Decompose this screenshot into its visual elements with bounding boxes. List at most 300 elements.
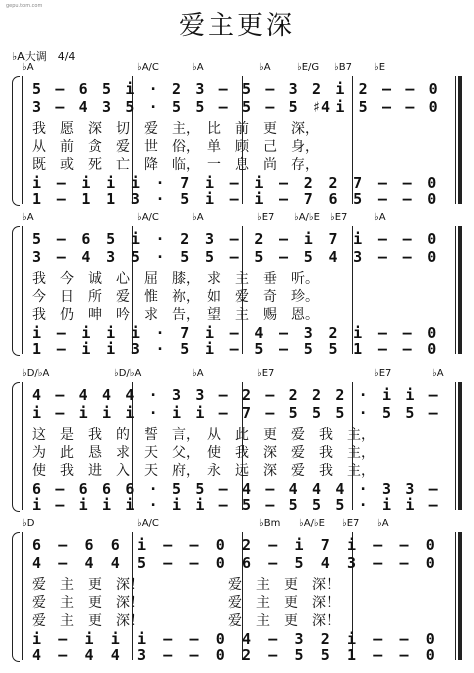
note: – [265,496,275,514]
note: – [163,554,173,572]
note: – [279,248,289,266]
note: 3 [204,230,214,248]
lyric-text: 既 或 死 亡 降 临， 一 息 尚 存， [32,157,319,173]
note: – [377,248,387,266]
note: 6 [78,80,88,98]
note: i [195,404,205,422]
page-title: 爱主更深 [178,11,295,41]
note: 5 [254,248,264,266]
lyric-line [32,460,452,479]
note: 3 [130,340,140,358]
note: 5 [382,404,392,422]
note: 1 [32,190,42,208]
note: 5 [195,480,205,498]
note: – [56,230,66,248]
note: 3 [294,630,304,648]
note: 2 [180,230,190,248]
final-barline-thin [455,76,456,204]
note: 4 [320,554,330,572]
chord-symbol: ♭A [22,62,34,73]
note: – [56,190,66,208]
lyric-text: 爱 主 更 深！ 爱 主 更 深！ [32,595,340,611]
note: 4 [335,480,345,498]
system-1 [12,62,462,208]
note: i [137,536,147,554]
note: – [405,98,415,116]
note: i [172,404,182,422]
note: 2 [312,386,322,404]
note: 5 [242,496,252,514]
note: 2 [335,386,345,404]
system-brace [12,76,20,206]
note: 3 [106,248,116,266]
note: – [189,630,199,648]
chord-symbol: ♭D/♭A [114,368,142,379]
note: – [58,646,68,664]
note: 5 [130,248,140,266]
note: i [130,324,140,342]
note: – [265,80,275,98]
note: i [32,630,42,648]
note: – [402,324,412,342]
note: – [402,190,412,208]
note: i [405,496,415,514]
chord-symbol: ♭A/C [137,212,159,223]
note: – [218,496,228,514]
note: 4 [125,386,135,404]
note: – [382,98,392,116]
note: – [377,190,387,208]
chord-symbol: ♭A [259,62,271,73]
note: – [163,630,173,648]
note: 5 [32,230,42,248]
note: 4 [81,248,91,266]
lyric-text: 爱 主 更 深！ 爱 主 更 深！ [32,577,340,593]
note: 0 [215,646,225,664]
note: 5 [242,80,252,98]
note: – [229,190,239,208]
upper-staff-line [32,386,452,402]
note: 1 [347,646,357,664]
note: i [353,230,363,248]
note: 4 [110,554,120,572]
note: 2 [303,174,313,192]
note: – [163,536,173,554]
note: 5 [242,98,252,116]
note: 5 [172,98,182,116]
chord-symbol: ♭E [374,62,386,73]
note: · [358,496,368,514]
lyric-line [32,442,452,461]
note: – [58,630,68,648]
note: 4 [32,646,42,664]
note: 5 [180,190,190,208]
note: i [382,386,392,404]
note: – [268,536,278,554]
lyric-line [32,154,452,173]
note: 5 [303,340,313,358]
note: 7 [180,174,190,192]
note: – [373,536,383,554]
note: – [229,324,239,342]
upper-staff-line [32,230,452,246]
system-brace [12,382,20,512]
note: i [204,174,214,192]
system-start-line [22,76,23,204]
note: 4 [32,386,42,404]
note: 5 [294,646,304,664]
lower-staff-line [32,496,452,512]
note: i [254,174,264,192]
note: – [279,174,289,192]
lower-staff-line [32,174,452,190]
note: · [148,404,158,422]
note: 5 [358,98,368,116]
final-barline-thin [455,226,456,354]
note: – [279,340,289,358]
note: 0 [428,80,438,98]
lyric-text: 我 愿 深 切 爱 主， 比 前 更 深， [32,121,319,137]
lower-staff-line [32,646,452,662]
upper-staff-line [32,80,452,96]
chord-symbol: ♭E7 [257,212,275,223]
note: – [402,230,412,248]
chord-symbol: ♭E7 [330,212,348,223]
note: 5 [195,98,205,116]
note: 5 [288,404,298,422]
chord-symbol: ♭A [374,212,386,223]
note: i [81,324,91,342]
lyric-line [32,136,452,155]
note: 3 [347,554,357,572]
lyric-text: 我 仍 呻 吟 求 告， 望 主 赐 恩。 [32,307,319,323]
note: 5 [312,404,322,422]
key-signature: ♭A大调 4/4 [12,50,76,63]
note: 5 [32,80,42,98]
note: – [58,554,68,572]
note: 5 [405,404,415,422]
note: i [84,630,94,648]
chord-symbol: ♭D/♭A [22,368,50,379]
note: i [335,98,345,116]
note: 6 [32,536,42,554]
note: 3 [32,248,42,266]
note: 4 [32,554,42,572]
lower-staff-line [32,630,452,646]
note: 5 [137,554,147,572]
note: – [279,190,289,208]
note: i [32,404,42,422]
note: 0 [427,230,437,248]
note: i [335,80,345,98]
note: 7 [353,174,363,192]
note: · [155,324,165,342]
note: 7 [320,536,330,554]
note: 6 [78,480,88,498]
note: i [382,496,392,514]
note: · [155,174,165,192]
note: 1 [81,190,91,208]
lower-staff-line [32,340,452,356]
note: – [58,536,68,554]
note: – [428,496,438,514]
note: – [377,340,387,358]
note: i [106,174,116,192]
note: – [373,630,383,648]
note: – [428,480,438,498]
chord-symbol: ♭A [192,368,204,379]
note: i [347,630,357,648]
note: 4 [242,480,252,498]
note: 3 [195,386,205,404]
note: i [130,230,140,248]
note: 6 [81,230,91,248]
note: 2 [172,80,182,98]
lower-staff-line [32,480,452,496]
note: 0 [427,174,437,192]
note: 0 [215,630,225,648]
note: – [55,404,65,422]
upper-staff-line [32,248,452,264]
note: 0 [425,646,435,664]
lyric-line [32,304,452,323]
watermark: gepu.tom.com [6,3,43,9]
note: 7 [242,404,252,422]
note: i [81,340,91,358]
note: – [399,536,409,554]
note: – [377,230,387,248]
lyric-line [32,592,452,611]
system-start-line [22,226,23,354]
note: i [32,496,42,514]
note: – [265,98,275,116]
note: i [125,404,135,422]
note: – [229,174,239,192]
lyric-text: 这 是 我 的 誓 言， 从 此 更 爱 我 主， [32,427,375,443]
note: – [373,554,383,572]
lyric-text: 使 我 进 入 天 府， 永 远 深 爱 我 主， [32,463,375,479]
note: 4 [288,480,298,498]
final-barline-thick [458,382,462,510]
note: 3 [353,248,363,266]
lower-staff-line [32,324,452,340]
lyric-text: 今 日 所 爱 惟 祢， 如 爱 奇 珍。 [32,289,319,305]
note: i [254,190,264,208]
note: – [265,386,275,404]
note: · [148,80,158,98]
final-barline-thick [458,76,462,204]
note: – [279,230,289,248]
chord-symbol: ♭E7 [342,518,360,529]
note: 0 [215,536,225,554]
note: 6 [102,480,112,498]
note: – [377,324,387,342]
note: 4 [84,554,94,572]
note: · [358,404,368,422]
note: · [358,386,368,404]
note: · [155,340,165,358]
note: 5 [106,230,116,248]
note: – [218,98,228,116]
note: 7 [180,324,190,342]
final-barline-thin [455,382,456,510]
note: 4 [254,324,264,342]
note: i [102,496,112,514]
final-barline-thick [458,532,462,660]
chord-symbol: ♭Bm [259,518,281,529]
note: 7 [303,190,313,208]
note: i [405,386,415,404]
note: – [373,646,383,664]
note: 0 [425,536,435,554]
note: 5 [335,404,345,422]
system-4 [12,518,462,664]
note: – [268,554,278,572]
note: 0 [427,190,437,208]
lower-staff-line [32,190,452,206]
note: 4 [78,98,88,116]
chord-symbol: ♭A/♭E [294,212,320,223]
note: – [56,248,66,266]
system-start-line [22,382,23,510]
note: 5 [335,496,345,514]
note: 5 [288,496,298,514]
note: 1 [32,340,42,358]
chord-symbol: ♭A [22,212,34,223]
note: 5 [320,646,330,664]
upper-staff-line [32,536,452,552]
chord-symbol: ♭A/C [137,62,159,73]
note: 5 [303,248,313,266]
note: – [163,646,173,664]
note: i [125,496,135,514]
note: 6 [242,554,252,572]
note: – [382,80,392,98]
note: – [268,630,278,648]
note: · [155,190,165,208]
note: 4 [328,248,338,266]
lyric-text: 爱 主 更 深！ 爱 主 更 深！ [32,613,340,629]
note: – [218,480,228,498]
note: 4 [84,646,94,664]
note: – [229,230,239,248]
note: – [405,80,415,98]
note: 2 [242,536,252,554]
note: 6 [32,480,42,498]
final-barline-thick [458,226,462,354]
lyric-line [32,268,452,287]
note: i [204,324,214,342]
note: 5 [353,190,363,208]
note: – [279,324,289,342]
note: i [78,496,88,514]
note: 5 [102,80,112,98]
note: i [303,230,313,248]
note: – [56,340,66,358]
note: i [195,496,205,514]
note: · [155,248,165,266]
note: 1 [106,190,116,208]
note: i [110,630,120,648]
note: 0 [427,324,437,342]
system-3 [12,368,462,514]
upper-staff-line [32,554,452,570]
note: 6 [84,536,94,554]
chord-symbol: ♭A [192,62,204,73]
note: i [106,324,116,342]
system-brace [12,226,20,356]
upper-staff-line [32,404,452,420]
system-start-line [22,532,23,660]
note: 3 [102,98,112,116]
note: 5 [180,248,190,266]
note: 0 [215,554,225,572]
note: i [172,496,182,514]
lyric-text: 从 前 贪 爱 世 俗， 单 顾 己 身， [32,139,319,155]
lyric-line [32,118,452,137]
note: 0 [425,630,435,648]
note: – [55,480,65,498]
note: i [204,340,214,358]
note: i [204,190,214,208]
system-brace [12,532,20,662]
note: · [148,496,158,514]
note: 2 [254,230,264,248]
note: – [428,404,438,422]
note: 4 [312,480,322,498]
note: 2 [358,80,368,98]
note: – [55,80,65,98]
note: 5 [180,340,190,358]
note: i [78,404,88,422]
note: 4 [242,630,252,648]
note: – [399,554,409,572]
chord-symbol: ♭B7 [334,62,352,73]
note: i [106,340,116,358]
note: 2 [328,174,338,192]
lyric-line [32,610,452,629]
lyric-line [32,286,452,305]
note: 3 [137,646,147,664]
final-barline-thin [455,532,456,660]
note: 3 [32,98,42,116]
note: 2 [320,630,330,648]
note: 1 [353,340,363,358]
note: – [229,340,239,358]
note: – [189,646,199,664]
note: 5 [288,98,298,116]
note: i [102,404,112,422]
upper-staff-line [32,98,452,114]
note: – [265,480,275,498]
lyric-text: 我 今 诚 心 屈 膝， 求 主 垂 听。 [32,271,319,287]
note: 6 [125,480,135,498]
note: – [218,80,228,98]
chord-symbol: ♭A/♭E [299,518,325,529]
note: – [189,554,199,572]
note: 5 [254,340,264,358]
note: ♯4 [312,98,331,116]
note: · [148,480,158,498]
note: i [32,324,42,342]
note: 0 [427,340,437,358]
note: 4 [110,646,120,664]
chord-symbol: ♭E7 [374,368,392,379]
note: 3 [405,480,415,498]
note: – [402,174,412,192]
note: 4 [78,386,88,404]
note: – [56,174,66,192]
